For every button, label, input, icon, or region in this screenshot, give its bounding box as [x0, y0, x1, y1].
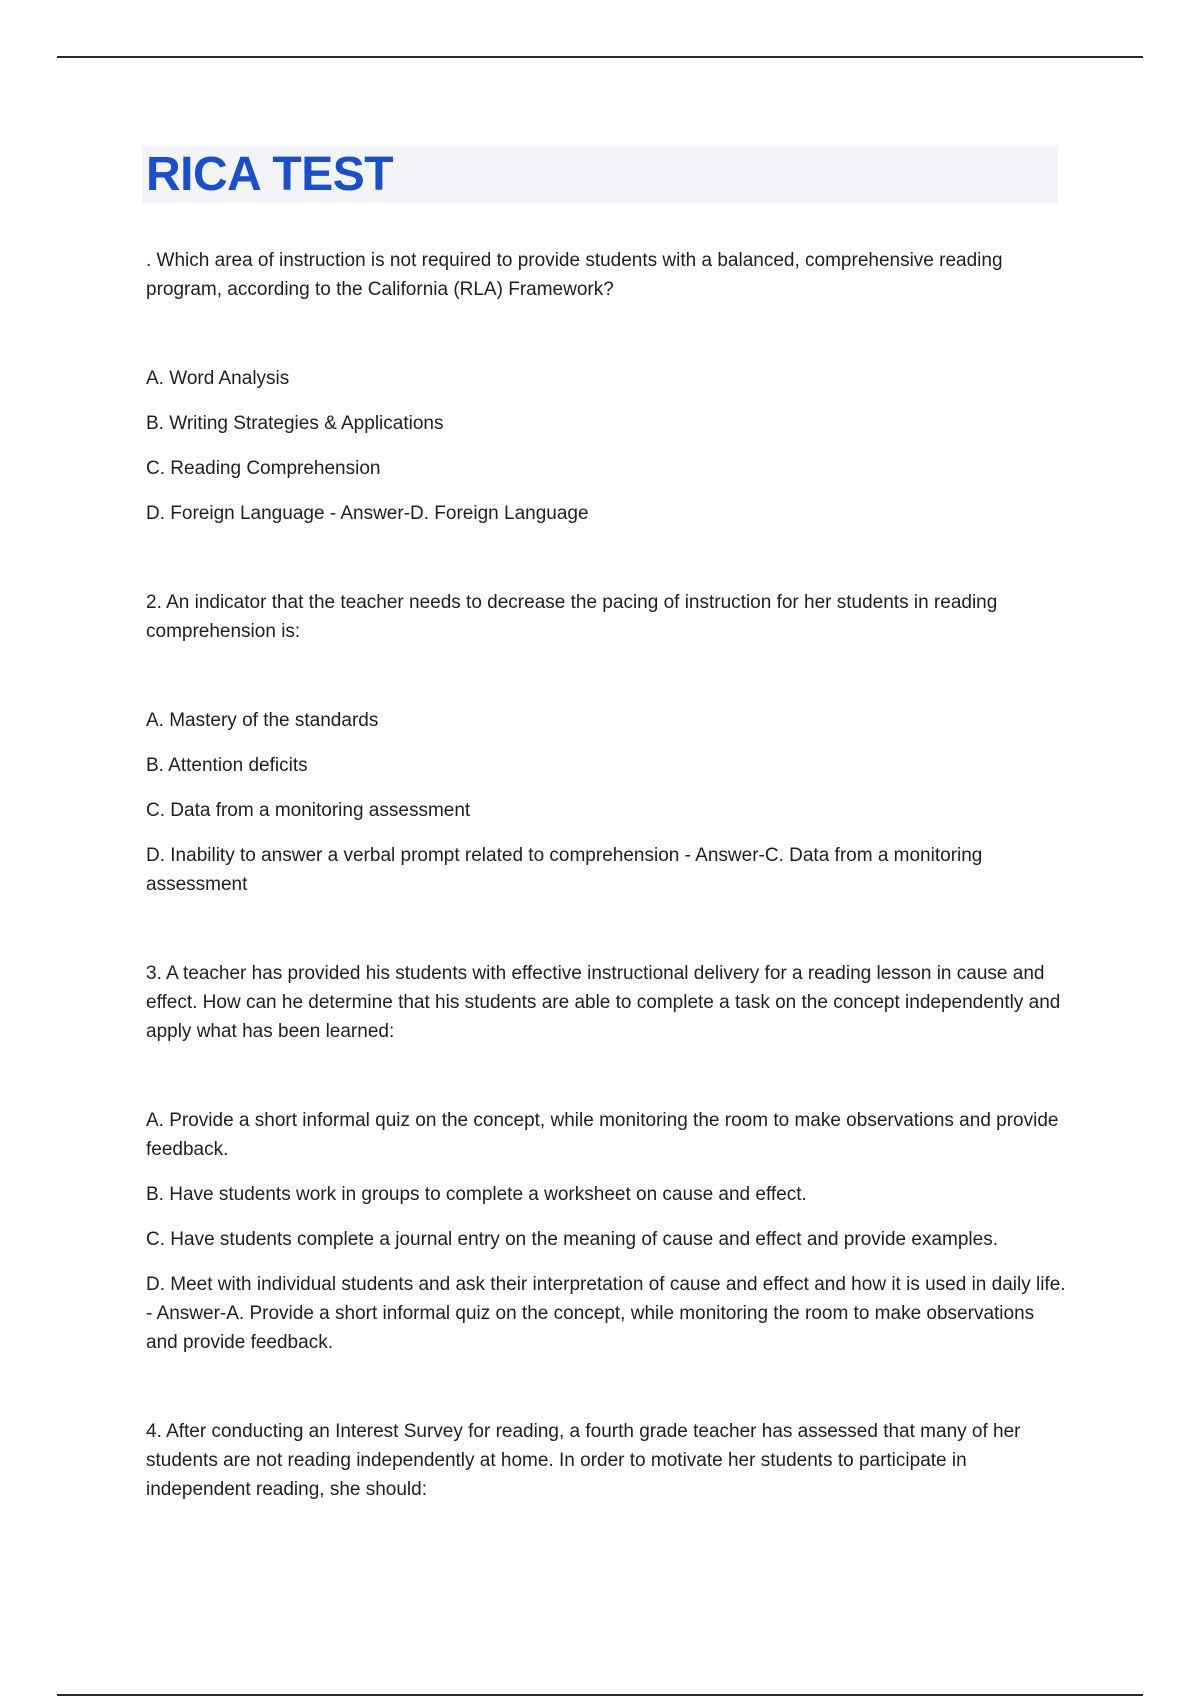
answer-option: B. Writing Strategies & Applications — [146, 413, 444, 434]
question-text: 3. A teacher has provided his students with effective instructional delivery for a reading lesson in cause and effect. How can he determine that his students are able to complete a task on the concept independently and apply what has been learned: — [146, 963, 1061, 1042]
top-rule — [57, 56, 1143, 58]
question-block — [146, 588, 1066, 899]
answer-option: B. Attention deficits — [146, 755, 308, 776]
answer-option: B. Have students work in groups to complete a worksheet on cause and effect. — [146, 1184, 807, 1205]
answer-option: A. Provide a short informal quiz on the concept, while monitoring the room to make observations and provide feedback. — [146, 1110, 1059, 1160]
answer-option: C. Data from a monitoring assessment — [146, 800, 471, 821]
question-block — [146, 1417, 1066, 1504]
question-text: 2. An indicator that the teacher needs to decrease the pacing of instruction for her students in reading comprehension is: — [146, 592, 998, 642]
answer-option: D. Inability to answer a verbal prompt related to comprehension - Answer-C. Data from a monitoring assessment — [146, 845, 983, 895]
answer-option: C. Reading Comprehension — [146, 458, 381, 479]
answer-option: C. Have students complete a journal entry on the meaning of cause and effect and provide examples. — [146, 1229, 998, 1250]
answer-option: A. Mastery of the standards — [146, 710, 379, 731]
question-text: 4. After conducting an Interest Survey for reading, a fourth grade teacher has assessed that many of her students are not reading independently at home. In order to motivate her students to participate in independent reading, she should: — [146, 1421, 1021, 1500]
bottom-rule — [57, 1694, 1143, 1696]
answer-option: D. Meet with individual students and ask their interpretation of cause and effect and how it is used in daily life. - Answer-A. Provide a short informal quiz on the concept, while monitoring the room to make observations and provide feedback. — [146, 1274, 1066, 1353]
answer-option: A. Word Analysis — [146, 368, 290, 389]
question-text: . Which area of instruction is not required to provide students with a balanced, comprehensive reading program, according to the California (RLA) Framework? — [146, 250, 1003, 300]
question-list — [146, 246, 1066, 1504]
answer-option: D. Foreign Language - Answer-D. Foreign Language — [146, 503, 589, 524]
question-block — [146, 246, 1066, 528]
question-block — [146, 959, 1066, 1357]
page-title: RICA TEST — [146, 148, 394, 201]
